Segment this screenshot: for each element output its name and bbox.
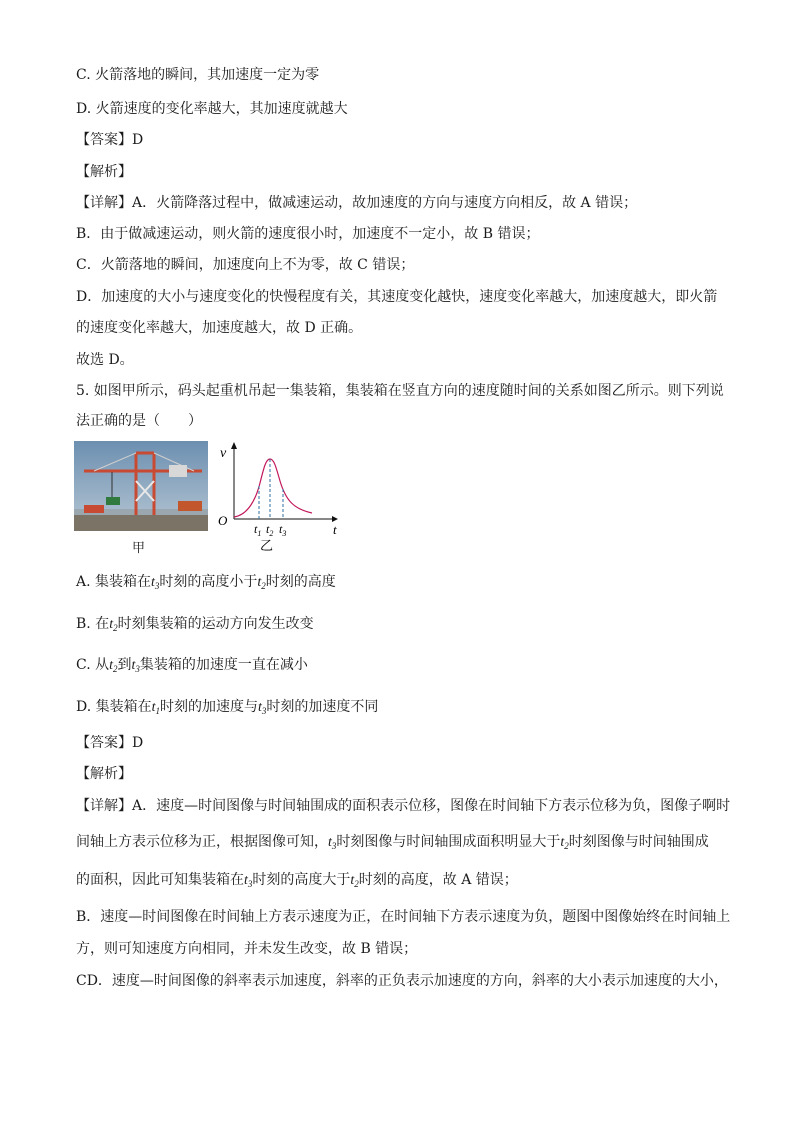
analysis-label-1: 【解析】 <box>76 164 132 180</box>
caption-jia: 甲 <box>132 541 146 556</box>
option-c-previous: C. 火箭落地的瞬间，其加速度一定为零 <box>76 67 320 83</box>
option-a: A. 集装箱在$t_3$时刻的高度小于$t_2$时刻的高度 <box>76 574 336 591</box>
t-axis-label: t <box>333 522 337 537</box>
caption-yi: 乙 <box>260 539 274 554</box>
explanation-a-1: 【详解】A．火箭降落过程中，做减速运动，故加速度的方向与速度方向相反，故 A 错误； <box>76 195 638 211</box>
explanation-a-2a: 【详解】A．速度—时间图像与时间轴围成的面积表示位移，图像在时间轴下方表示位移为负，图像子啊时 <box>76 798 731 814</box>
analysis-label-2: 【解析】 <box>76 766 132 782</box>
explanation-a-2b: 间轴上方表示位移为正，根据图像可知，$t_3$时刻图像与时间轴围成面积明显大于$t_2$时刻图像与时间轴围成 <box>76 834 709 851</box>
explanation-a-2c: 的面积，因此可知集装箱在$t_3$时刻的高度大于$t_2$时刻的高度，故 A 错误； <box>76 872 518 889</box>
explanation-c-1: C．火箭落地的瞬间，加速度向上不为零，故 C 错误； <box>76 257 415 273</box>
v-axis-arrow <box>231 442 237 449</box>
origin-label: O <box>218 513 228 528</box>
question-5-line2: 法正确的是（ ） <box>76 413 202 429</box>
t2-label: $t_2$ <box>266 522 274 538</box>
explanation-b-2a: B．速度—时间图像在时间轴上方表示速度为正，在时间轴下方表示速度为负，题图中图像始终在时间轴上 <box>76 909 731 925</box>
explanation-d-1b: 的速度变化率越大，加速度越大，故 D 正确。 <box>76 320 363 336</box>
explanation-b-2b: 方，则可知速度方向相同，并未发生改变，故 B 错误； <box>76 941 418 957</box>
option-c: C. 从$t_2$到$t_3$集装箱的加速度一直在减小 <box>76 657 308 674</box>
question-5-figure <box>74 437 344 557</box>
answer-label-1: 【答案】D <box>76 132 144 148</box>
v-axis-label: v <box>220 446 227 461</box>
answer-label-2: 【答案】D <box>76 735 144 751</box>
question-5-line1: 5. 如图甲所示，码头起重机吊起一集装箱，集装箱在竖直方向的速度随时间的关系如图乙所示。则下列说 <box>76 383 724 399</box>
velocity-time-graph <box>214 437 344 557</box>
explanation-cd-2: CD．速度—时间图像的斜率表示加速度，斜率的正负表示加速度的方向，斜率的大小表示加速度的大小， <box>76 973 728 989</box>
t1-label: $t_1$ <box>254 522 262 538</box>
t3-label: $t_3$ <box>279 522 287 538</box>
option-b: B. 在$t_2$时刻集装箱的运动方向发生改变 <box>76 616 314 633</box>
velocity-curve <box>234 459 312 517</box>
explanation-d-1a: D．加速度的大小与速度变化的快慢程度有关，其速度变化越快，速度变化率越大，加速度越大，即火箭 <box>76 289 718 305</box>
crane-photo <box>74 441 208 531</box>
option-d-previous: D. 火箭速度的变化率越大，其加速度就越大 <box>76 101 348 117</box>
explanation-b-1: B．由于做减速运动，则火箭的速度很小时，加速度不一定小，故 B 错误； <box>76 226 540 242</box>
choose-d-1: 故选 D。 <box>76 352 134 368</box>
option-d: D. 集装箱在$t_1$时刻的加速度与$t_3$时刻的加速度不同 <box>76 699 379 716</box>
